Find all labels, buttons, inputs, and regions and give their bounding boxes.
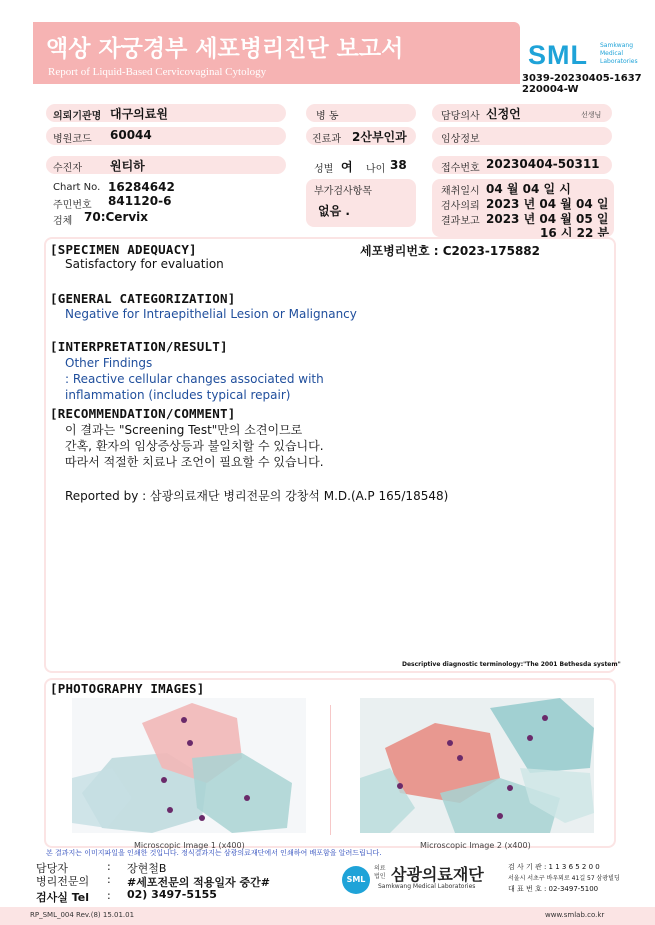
report-time-value: 16 시 22 분	[540, 226, 610, 240]
row-patient	[46, 156, 286, 174]
extra-label: 부가검사항목	[314, 186, 372, 197]
clinical-label: 임상정보	[441, 134, 480, 145]
org-info-2: 서울시 서초구 바우뫼로 41길 57 삼광빌딩	[508, 875, 620, 882]
sex-value: 여	[341, 160, 353, 174]
interpretation-line-3: inflammation (includes typical repair)	[65, 388, 291, 402]
caption-image-1: Microscopic Image 1 (x400)	[134, 841, 245, 850]
org-info-1: 검 사 기 관 : 1 1 3 6 5 2 0 0	[508, 863, 600, 871]
institution-value: 대구의료원	[110, 107, 168, 121]
manager-value: 장현철B	[127, 862, 167, 875]
photo-title: [PHOTOGRAPHY IMAGES]	[50, 681, 205, 696]
form-code: RP_SML_004 Rev.(8) 15.01.01	[30, 911, 135, 919]
pathologist-value: #세포전문의 적용일자 중간#	[127, 876, 270, 889]
org-name: 삼광의료재단	[391, 865, 484, 884]
extra-value: 없음 .	[318, 204, 350, 218]
pathologist-label: 병리전문의	[36, 875, 90, 888]
interpretation-line-1: Other Findings	[65, 356, 153, 370]
doctor-label: 담당의사	[441, 111, 480, 122]
manager-label: 담당자	[36, 862, 68, 875]
report-date-value: 2023 년 04 월 05 일	[486, 212, 609, 226]
receipt-value: 20230404-50311	[486, 157, 600, 171]
interpretation-line-2: : Reactive cellular changes associated with	[65, 372, 324, 386]
report-title: 액상 자궁경부 세포병리진단 보고서	[46, 36, 404, 62]
request-value: 2023 년 04 월 04 일	[486, 197, 609, 211]
age-label: 나이	[366, 164, 386, 175]
photo-divider	[330, 705, 331, 835]
sml-logo-text: SML	[528, 40, 588, 70]
microscopic-image-1	[72, 698, 306, 833]
microscopic-image-2	[360, 698, 594, 833]
terminology-note: Descriptive diagnostic terminology:"The 2001 Bethesda system"	[402, 661, 621, 668]
adequacy-text: Satisfactory for evaluation	[65, 257, 224, 271]
specimen-label: 검체	[53, 216, 73, 227]
report-code-2: 220004-W	[522, 84, 579, 95]
doctor-suffix: 선생님	[581, 111, 602, 119]
dept-label: 진료과	[312, 134, 341, 145]
caption-image-2: Microscopic Image 2 (x400)	[420, 841, 531, 850]
reported-by: Reported by : 삼광의료재단 병리전문의 강창석 M.D.(A.P 165/18548)	[65, 489, 449, 503]
pathologist-colon: :	[107, 873, 111, 886]
org-small-label: 의료 법인	[374, 865, 386, 880]
chart-label: Chart No.	[53, 182, 101, 193]
report-date-label: 결과보고	[441, 216, 480, 227]
sml-logo-sub: Samkwang Medical Laboratories	[600, 42, 638, 65]
receipt-label: 접수번호	[441, 163, 480, 174]
rrn-value: 841120-6	[108, 194, 172, 208]
interpretation-title: [INTERPRETATION/RESULT]	[50, 339, 228, 354]
collect-label: 채취일시	[441, 186, 480, 197]
report-code-1: 3039-20230405-1637	[522, 73, 642, 84]
cytology-number: 세포병리번호 : C2023-175882	[360, 244, 540, 258]
org-info-3: 대 표 번 호 : 02-3497-5100	[508, 885, 599, 893]
print-notice: 본 결과지는 이미지파일을 인쇄한 것입니다. 정식결과지는 삼광의료재단에서 인쇄하여 배포함을 알려드립니다.	[46, 849, 382, 857]
sml-logo	[528, 40, 588, 71]
website-link[interactable]: www.smlab.co.kr	[545, 911, 605, 919]
general-text: Negative for Intraepithelial Lesion or Malignancy	[65, 307, 357, 321]
sml-emblem-icon: SML	[342, 866, 370, 894]
rrn-label: 주민번호	[53, 200, 92, 211]
ward-label: 병 동	[316, 111, 339, 122]
hospital-code-value: 60044	[110, 128, 152, 142]
sex-label: 성별	[314, 164, 334, 175]
report-subtitle: Report of Liquid-Based Cervicovaginal Cytology	[48, 66, 267, 78]
chart-value: 16284642	[108, 180, 175, 194]
specimen-value: 70:Cervix	[84, 210, 149, 224]
org-eng-name: Samkwang Medical Laboratories	[378, 883, 476, 890]
collect-value: 04 월 04 일 시	[486, 182, 571, 196]
manager-colon: :	[107, 860, 111, 873]
institution-label: 의뢰기관명	[53, 111, 102, 122]
recommendation-line-1: 이 결과는 "Screening Test"만의 소견이므로	[65, 423, 303, 437]
age-value: 38	[390, 158, 407, 172]
hospital-code-label: 병원코드	[53, 134, 92, 145]
tel-colon: :	[107, 889, 111, 902]
dept-value: 2산부인과	[352, 130, 407, 144]
doctor-value: 신정언	[486, 107, 521, 121]
adequacy-title: [SPECIMEN ADEQUACY]	[50, 242, 197, 257]
general-title: [GENERAL CATEGORIZATION]	[50, 291, 236, 306]
patient-label: 수진자	[53, 163, 82, 174]
request-label: 검사의뢰	[441, 201, 480, 212]
patient-value: 원티하	[110, 159, 145, 173]
recommendation-title: [RECOMMENDATION/COMMENT]	[50, 406, 236, 421]
recommendation-line-3: 따라서 적절한 치료나 조언이 필요할 수 있습니다.	[65, 455, 324, 469]
tel-value: 02) 3497-5155	[127, 888, 217, 901]
recommendation-line-2: 간혹, 환자의 임상증상등과 불일치할 수 있습니다.	[65, 439, 324, 453]
tel-label: 검사실 Tel	[36, 891, 89, 904]
